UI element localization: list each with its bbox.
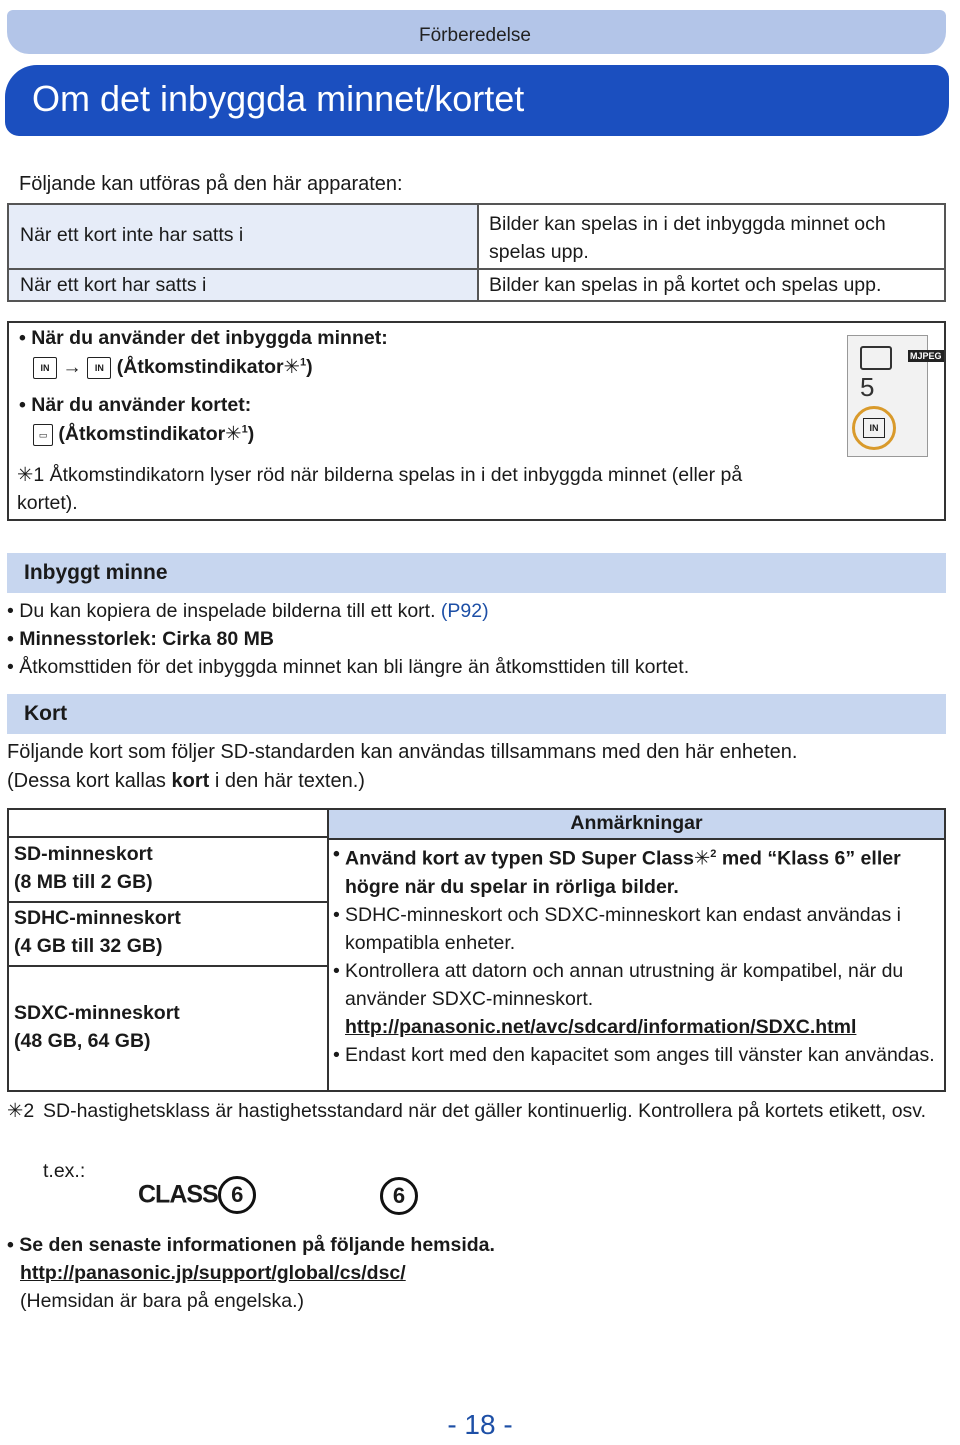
table-divider (477, 205, 479, 300)
note-part: Kontrollera att datorn och annan utrustning är kompatibel, när du använder SDXC-minneskort. (345, 959, 904, 1010)
highlight-circle (852, 406, 896, 450)
close-paren: ) (247, 423, 255, 445)
support-link-text[interactable]: http://panasonic.jp/support/global/cs/dsc/ (20, 1262, 406, 1284)
mjpeg-badge: MJPEG (910, 351, 942, 361)
asterisk-mark: ✳ (17, 464, 34, 486)
asterisk-mark: ✳ (7, 1100, 24, 1122)
latest-info-text: Se den senaste informationen på följande hemsida. (19, 1234, 495, 1256)
table-cell: När ett kort inte har satts i (20, 224, 244, 246)
note-ref: 1 (241, 423, 248, 436)
asterisk-mark: ✳ (225, 423, 242, 445)
bullet: • (333, 843, 340, 865)
list-item-text: Minnesstorlek: Cirka 80 MB (19, 628, 274, 650)
table-cell: Bilder kan spelas in i det inbyggda minnet och spelas upp. (489, 213, 886, 263)
table-divider (327, 810, 329, 1090)
page-number: - 18 - (447, 1409, 513, 1440)
close-paren: ) (306, 356, 313, 378)
card-type-name: SDHC-minneskort (14, 907, 181, 929)
list-item-text: Åtkomsttiden för det inbyggda minnet kan bli längre än åtkomsttiden till kortet. (19, 656, 690, 678)
table-divider (9, 268, 944, 270)
internal-memory-icon: IN (863, 418, 885, 438)
note-part: med “Klass 6” eller högre när du spelar in rörliga bilder. (345, 847, 901, 898)
section-title-internal: Inbyggt minne (24, 561, 168, 584)
list-item: • Du kan kopiera de inspelade bilderna till ett kort. (P92) (7, 600, 489, 622)
camera-icon (860, 346, 892, 370)
notes-list (333, 840, 939, 1069)
arrow-icon: → (62, 356, 82, 378)
bullet: • (333, 959, 340, 982)
access-indicator-box (7, 321, 946, 521)
table-cell: När ett kort har satts i (20, 274, 207, 296)
footnote-text: SD-hastighetsklass är hastighetsstandard när det gäller kontinuerlig. Kontrollera på kortets etikett, osv. (43, 1100, 927, 1122)
list-item-text: Du kan kopiera de inspelade bilderna till ett kort. (19, 600, 436, 622)
camera-screen-illustration (847, 335, 942, 457)
section-title-card: Kort (24, 702, 68, 725)
card-table (7, 808, 946, 1092)
note-marker (7, 1097, 43, 1125)
text-part: i den här texten.) (209, 770, 365, 792)
internal-memory-access-icon: IN (87, 357, 111, 379)
notes-header: Anmärkningar (570, 812, 703, 834)
indicator-text: (Åtkomstindikator (116, 356, 284, 378)
example-label: t.ex.: (43, 1160, 86, 1182)
table-cell: Bilder kan spelas in på kortet och spelas upp. (489, 274, 882, 296)
indicator-line (33, 422, 254, 446)
note-item (333, 901, 939, 957)
intro-text: Följande kan utföras på den här apparaten: (19, 173, 403, 195)
note-item (333, 957, 939, 1041)
latest-info: • Se den senaste informationen på följande hemsida. (7, 1234, 495, 1256)
card-intro: Följande kort som följer SD-standarden kan användas tillsammans med den här enheten. (7, 741, 798, 763)
section-header-bar (7, 694, 946, 734)
table-empty-cell (9, 810, 327, 838)
shot-count: 5 (860, 372, 875, 402)
footnote-1 (17, 461, 797, 517)
bullet-internal: • När du använder det inbyggda minnet: (19, 327, 388, 349)
note-ref: 2 (710, 848, 717, 860)
note-text: SDHC-minneskort och SDXC-minneskort kan endast användas i kompatibla enheter. (345, 903, 901, 954)
note-item (333, 1041, 939, 1069)
indicator-line (33, 355, 313, 379)
card-type-range: (48 GB, 64 GB) (14, 1030, 151, 1052)
section-label: Förberedelse (419, 25, 531, 46)
footnote-2 (7, 1097, 947, 1125)
class6-logo (138, 1176, 256, 1216)
note-text (345, 957, 939, 1041)
bullet: • (333, 903, 340, 926)
note-number: 1 (33, 464, 45, 486)
table-divider (9, 901, 327, 903)
bullet: • (333, 1043, 340, 1066)
indicator-text: (Åtkomstindikator (58, 423, 226, 445)
note-text (345, 840, 939, 901)
capability-table (7, 203, 946, 302)
note-number: 2 (23, 1100, 35, 1122)
list-item: • Åtkomsttiden för det inbyggda minnet kan bli längre än åtkomsttiden till kortet. (7, 656, 690, 678)
support-link[interactable] (20, 1262, 406, 1285)
asterisk-mark: ✳ (693, 847, 711, 870)
note-ref: 1 (299, 356, 307, 369)
card-intro-2 (7, 770, 365, 793)
text-part: (Dessa kort kallas (7, 770, 172, 792)
note-part: Använd kort av typen SD Super Class (345, 847, 694, 870)
note-text: Endast kort med den kapacitet som anges till vänster kan användas. (345, 1043, 935, 1066)
asterisk-mark: ✳ (283, 356, 300, 378)
page-ref-link[interactable]: (P92) (440, 600, 489, 622)
bullet-text: När du använder kortet: (31, 394, 252, 416)
class6-circle-icon: 6 (218, 1176, 256, 1214)
bullet-card: • När du använder kortet: (19, 394, 252, 416)
list-item: • Minnesstorlek: Cirka 80 MB (7, 628, 274, 650)
bullet-text: När du använder det inbyggda minnet: (31, 327, 388, 349)
note-item (333, 840, 939, 901)
logo-text: CLASS (138, 1180, 218, 1209)
table-divider (9, 965, 327, 967)
footnote-text: Åtkomstindikatorn lyser röd när bilderna spelas in i det inbyggda minnet (eller på kortet). (17, 464, 743, 514)
text-bold: kort (171, 770, 210, 792)
card-type-range: (4 GB till 32 GB) (14, 935, 163, 957)
language-note: (Hemsidan är bara på engelska.) (20, 1290, 304, 1312)
card-type-name: SDXC-minneskort (14, 1002, 180, 1024)
card-type-name: SD-minneskort (14, 843, 153, 865)
card-access-icon: ▭ (33, 424, 53, 446)
page-title: Om det inbyggda minnet/kortet (32, 78, 525, 119)
internal-memory-icon: IN (33, 357, 57, 379)
card-type-range: (8 MB till 2 GB) (14, 871, 153, 893)
sdxc-info-link[interactable]: http://panasonic.net/avc/sdcard/information/SDXC.html (345, 1015, 857, 1038)
class6-icon: 6 (380, 1177, 418, 1215)
